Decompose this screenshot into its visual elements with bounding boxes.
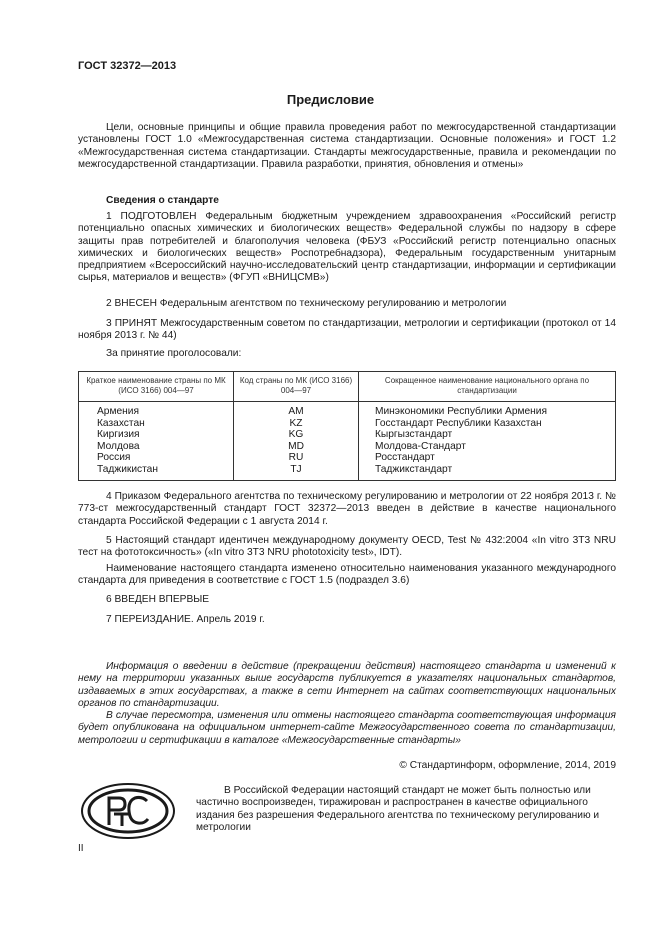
- table-row: [79, 418, 616, 430]
- table-row: [79, 441, 616, 453]
- vote-label: За принятие проголосовали:: [106, 348, 242, 359]
- body-cell: Кыргызстандарт: [375, 429, 453, 441]
- table-row: [79, 452, 616, 464]
- page-title: Предисловие: [286, 92, 375, 107]
- rst-certification-mark-icon: [80, 782, 176, 845]
- country-cell: Казахстан: [79, 418, 234, 430]
- column-header-code: Код страны по МК (ИСО 3166) 004—97: [234, 372, 359, 402]
- item-adopted: 3 ПРИНЯТ Межгосударственным советом по стандартизации, метрологии и сертификации (протокол от 14 ноября 2013 г. № 44): [78, 318, 616, 342]
- table-row: [79, 464, 616, 480]
- item-identical: 5 Настоящий стандарт идентичен международному документу OECD, Test № 432:2004 «In vitro 3T3 NRU тест на фототоксичность» («In vitro 3T3 NRU phototoxicity test», IDT).: [78, 535, 616, 559]
- body-cell: Росстандарт: [375, 452, 435, 464]
- body-cell: Молдова-Стандарт: [375, 440, 466, 452]
- code-cell: KG: [234, 429, 359, 441]
- code-cell: AM: [234, 402, 359, 418]
- body-cell: Минэкономики Республики Армения: [375, 406, 547, 417]
- publication-notice: В Российской Федерации настоящий стандарт не может быть полностью или частично воспроизведен, тиражирован и распространен в качестве официального издания без разрешения Федерального агентства по техническому регулированию и метрологии: [196, 785, 600, 833]
- page-number: II: [78, 843, 84, 854]
- country-cell: Таджикистан: [79, 464, 234, 480]
- body-cell: Госстандарт Республики Казахстан: [375, 417, 542, 429]
- item-prepared: 1 ПОДГОТОВЛЕН Федеральным бюджетным учреждением здравоохранения «Российский регистр потенциально опасных химических и биологических веществ» Федеральной службы по надзору в сфере защиты прав потребителей и благополучия человека (ФБУЗ «Российский регистр потенциально опасных химических и биологических веществ» Роспотребнадзора), Федеральным государственным унитарным предприятием «Всероссийский научно-исследовательский центр стандартизации, информации и сертификации сырья, материалов и веществ» (ФГУП «ВНИЦСМВ»): [78, 211, 616, 284]
- column-header-country: Краткое наименование страны по МК (ИСО 3166) 004—97: [79, 372, 234, 402]
- table-row: [79, 402, 616, 418]
- copyright-line: © Стандартинформ, оформление, 2014, 2019: [399, 760, 616, 771]
- standard-info-heading: Сведения о стандарте: [106, 195, 219, 206]
- info-paragraph-revision: В случае пересмотра, изменения или отмены настоящего стандарта соответствующая информация будет опубликована на официальном интернет-сайте Межгосударственного совета по стандартизации, метрологии и сертификации в каталоге «Межгосударственные стандарты»: [78, 710, 616, 746]
- code-cell: RU: [234, 452, 359, 464]
- item-introduced: 2 ВНЕСЕН Федеральным агентством по техническому регулированию и метрологии: [106, 298, 507, 309]
- item-reissue: 7 ПЕРЕИЗДАНИЕ. Апрель 2019 г.: [106, 614, 265, 625]
- document-code: ГОСТ 32372—2013: [78, 60, 177, 72]
- country-cell: Молдова: [79, 441, 234, 453]
- code-cell: KZ: [234, 418, 359, 430]
- voting-countries-table: [78, 371, 616, 481]
- item-order: 4 Приказом Федерального агентства по техническому регулированию и метрологии от 22 ноября 2013 г. № 773-ст межгосударственный стандарт ГОСТ 32372—2013 введен в действие в качестве национального стандарта Российской Федерации с 1 августа 2014 г.: [78, 491, 616, 527]
- code-cell: MD: [234, 441, 359, 453]
- body-cell: Таджикстандарт: [375, 463, 453, 475]
- intro-paragraph: Цели, основные принципы и общие правила проведения работ по межгосударственной стандартизации установлены ГОСТ 1.0 «Межгосударственная система стандартизации. Основные положения» и ГОСТ 1.2 «Межгосударственная система стандартизации. Стандарты межгосударственные, правила и рекомендации по межгосударственной стандартизации. Правила разработки, принятия, обновления и отмены»: [78, 122, 616, 170]
- code-cell: TJ: [234, 464, 359, 480]
- table-row: [79, 429, 616, 441]
- country-cell: Россия: [79, 452, 234, 464]
- info-paragraph-introduction: Информация о введении в действие (прекращении действия) настоящего стандарта и изменений к нему на территории указанных выше государств публикуется в указателях национальных стандартов, издаваемых в этих государствах, а также в сети Интернет на сайтах соответствующих национальных органов по стандартизации.: [78, 661, 616, 709]
- table-header-row: [79, 372, 616, 402]
- publication-info-block: [78, 661, 616, 747]
- item-first-introduced: 6 ВВЕДЕН ВПЕРВЫЕ: [106, 594, 210, 605]
- item-name-change: Наименование настоящего стандарта изменено относительно наименования указанного международного стандарта для приведения в соответствие с ГОСТ 1.5 (подраздел 3.6): [78, 563, 616, 587]
- column-header-body: Сокращенное наименование национального органа по стандартизации: [359, 372, 616, 402]
- country-cell: Киргизия: [79, 429, 234, 441]
- country-cell: Армения: [79, 402, 234, 418]
